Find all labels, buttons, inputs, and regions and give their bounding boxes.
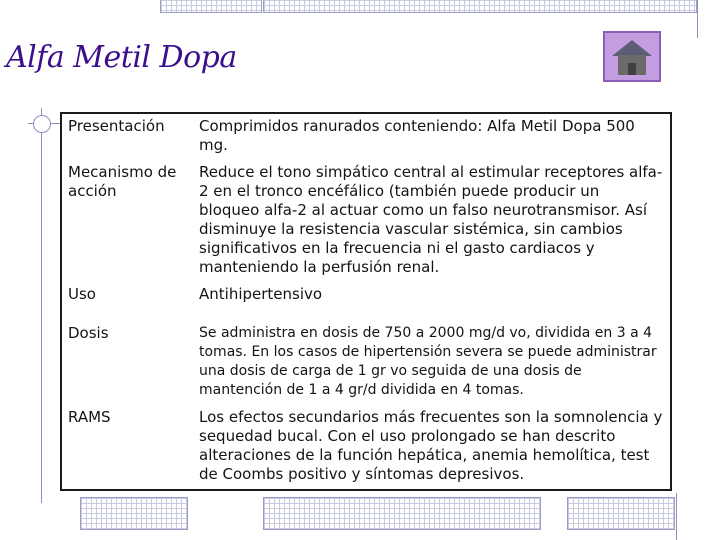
table-row-dosis — [61, 321, 671, 405]
row-text: Los efectos secundarios más frecuentes son la somnolencia y sequedad bucal. Con el uso prolongado se han descrito alteraciones de la función hepática, anemia hemolítica, test de Coombs positivo y síntomas depresivos. — [199, 408, 663, 483]
grid-decoration-top-right — [263, 0, 697, 13]
grid-decoration-bottom-1 — [80, 497, 188, 530]
table-row-rams — [61, 405, 671, 490]
row-label: RAMS — [68, 408, 111, 426]
row-label: Uso — [68, 285, 96, 303]
page-title: Alfa Metil Dopa — [6, 40, 237, 75]
decorative-circle-marker — [33, 115, 51, 133]
decorative-vertical-rule-bottom — [676, 493, 677, 540]
grid-decoration-top-left — [160, 0, 262, 13]
row-label: Mecanismo de acción — [68, 163, 177, 200]
decorative-vertical-rule-left — [41, 108, 42, 503]
table-row-presentacion — [61, 113, 671, 160]
decorative-vertical-rule-top — [697, 0, 698, 38]
row-label: Dosis — [68, 324, 109, 342]
row-text: Se administra en dosis de 750 a 2000 mg/d vo, dividida en 3 a 4 tomas. En los casos de hipertensión severa se puede administrar una dosis de carga de 1 gr vo seguida de una dosis de mantención de 1 a 4 gr/d dividida en 4 tomas. — [199, 325, 657, 398]
table-row-uso — [61, 282, 671, 321]
row-text: Reduce el tono simpático central al estimular receptores alfa-2 en el tronco encéfálico (también puede producir un bloqueo alfa-2 al actuar como un falso neurotransmisor. Así disminuye la resistencia vascular sistémica, sin cambios significativos en la frecuencia ni el gasto cardiacos y manteniendo la perfusión renal. — [199, 163, 663, 276]
row-text: Comprimidos ranurados conteniendo: Alfa Metil Dopa 500 mg. — [199, 117, 635, 154]
table-row-mecanismo — [61, 160, 671, 282]
home-button[interactable] — [603, 31, 661, 82]
grid-decoration-bottom-3 — [567, 497, 675, 530]
row-text: Antihipertensivo — [199, 285, 323, 303]
drug-info-table — [60, 112, 672, 491]
row-label: Presentación — [68, 117, 165, 135]
home-icon — [610, 37, 654, 77]
grid-decoration-bottom-2 — [263, 497, 541, 530]
